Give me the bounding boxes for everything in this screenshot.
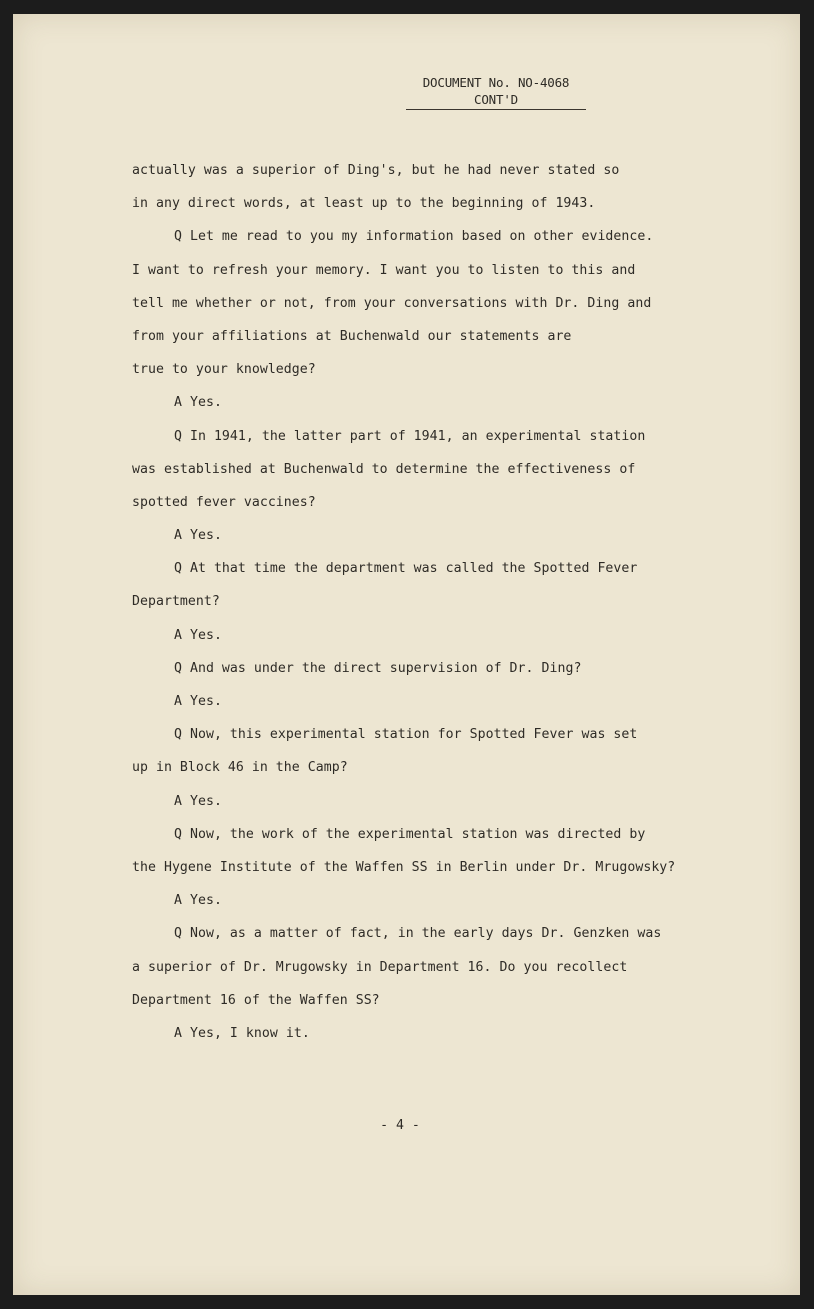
text-line: A Yes. bbox=[174, 793, 222, 809]
text-line: Q Now, this experimental station for Spotted Fever was set bbox=[174, 727, 638, 743]
text-line: in any direct words, at least up to the beginning of 1943. bbox=[132, 196, 596, 212]
continued-label: CONT'D bbox=[474, 92, 518, 107]
text-line: Department? bbox=[132, 594, 220, 610]
text-line: Q At that time the department was called the Spotted Fever bbox=[174, 561, 638, 577]
text-line: A Yes. bbox=[174, 893, 222, 909]
text-line: Q In 1941, the latter part of 1941, an experimental station bbox=[174, 428, 646, 444]
text-line: Q Let me read to you my information based on other evidence. bbox=[174, 229, 654, 245]
text-line: actually was a superior of Ding's, but he had never stated so bbox=[132, 163, 620, 178]
text-line: a superior of Dr. Mrugowsky in Department 16. Do you recollect bbox=[132, 959, 628, 975]
text-line: from your affiliations at Buchenwald our statements are bbox=[132, 328, 572, 344]
text-line: A Yes. bbox=[174, 528, 222, 544]
document-header bbox=[408, 74, 584, 110]
text-line: Q And was under the direct supervision of Dr. Ding? bbox=[174, 660, 582, 676]
text-line: the Hygene Institute of the Waffen SS in Berlin under Dr. Mrugowsky? bbox=[132, 859, 676, 875]
page-number: - 4 - bbox=[380, 1118, 420, 1133]
text-line: Q Now, as a matter of fact, in the early days Dr. Genzken was bbox=[174, 926, 662, 942]
text-line: tell me whether or not, from your conversations with Dr. Ding and bbox=[132, 295, 652, 311]
text-line: A Yes. bbox=[174, 395, 222, 411]
text-line: I want to refresh your memory. I want you to listen to this and bbox=[132, 262, 636, 278]
document-body bbox=[132, 154, 692, 1050]
text-line: true to your knowledge? bbox=[132, 362, 316, 378]
text-line: A Yes. bbox=[174, 694, 222, 709]
text-line: Q Now, the work of the experimental station was directed by bbox=[174, 826, 646, 842]
text-line: spotted fever vaccines? bbox=[132, 494, 316, 510]
text-line: Department 16 of the Waffen SS? bbox=[132, 992, 380, 1008]
header-underline bbox=[406, 109, 586, 110]
document-number: DOCUMENT No. NO-4068 bbox=[422, 75, 570, 90]
text-line: was established at Buchenwald to determine the effectiveness of bbox=[132, 461, 636, 477]
text-line: A Yes, I know it. bbox=[174, 1025, 310, 1041]
text-line: A Yes. bbox=[174, 627, 222, 643]
text-line: up in Block 46 in the Camp? bbox=[132, 760, 348, 776]
